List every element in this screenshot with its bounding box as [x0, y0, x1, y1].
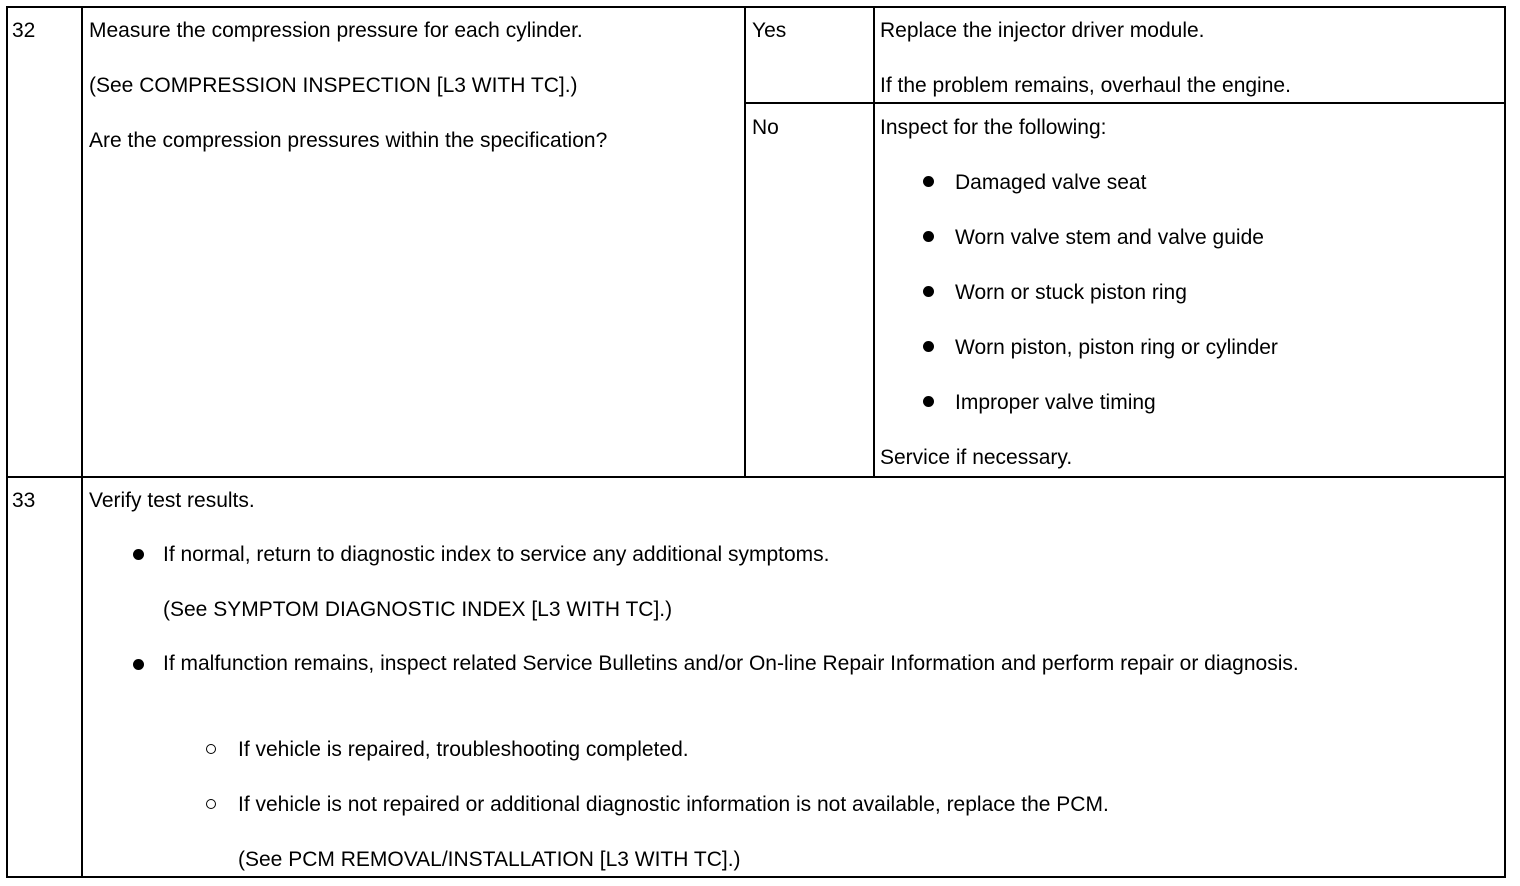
no-action-intro: Inspect for the following:: [880, 116, 1107, 139]
column-divider-number: [81, 7, 83, 877]
bullet-icon: [923, 231, 934, 242]
yes-action-line: Replace the injector driver module.: [880, 19, 1205, 42]
bullet-icon: [923, 396, 934, 407]
inspection-list-item: Improper valve timing: [955, 391, 1156, 414]
action-question: Are the compression pressures within the specification?: [89, 129, 608, 152]
column-divider-action: [744, 7, 746, 477]
sub-bullet-icon: [206, 799, 216, 809]
action-reference: (See COMPRESSION INSPECTION [L3 WITH TC].): [89, 74, 578, 97]
step-number-33: 33: [12, 489, 36, 512]
inspection-list-item: Worn or stuck piston ring: [955, 281, 1187, 304]
inspection-list-item: Worn valve stem and valve guide: [955, 226, 1264, 249]
yes-action-line: If the problem remains, overhaul the engine.: [880, 74, 1291, 97]
symptom-index-reference: (See SYMPTOM DIAGNOSTIC INDEX [L3 WITH TC].): [163, 598, 673, 621]
row-divider-yes-no: [745, 102, 1505, 104]
bullet-icon: [133, 659, 144, 670]
sub-result-not-repaired: If vehicle is not repaired or additional diagnostic information is not available, replace the PCM.: [238, 793, 1109, 816]
result-yes-label: Yes: [752, 19, 787, 42]
sub-result-repaired: If vehicle is repaired, troubleshooting completed.: [238, 738, 689, 761]
bullet-icon: [923, 176, 934, 187]
result-bullet-normal: If normal, return to diagnostic index to service any additional symptoms.: [163, 543, 830, 566]
inspection-list-item: Damaged valve seat: [955, 171, 1147, 194]
result-bullet-malfunction: If malfunction remains, inspect related Service Bulletins and/or On-line Repair Information and perform repair or diagnosis.: [163, 652, 1299, 675]
no-action-outro: Service if necessary.: [880, 446, 1073, 469]
inspection-list-item: Worn piston, piston ring or cylinder: [955, 336, 1278, 359]
row-divider-step: [7, 476, 1506, 478]
action-text-line: Measure the compression pressure for each cylinder.: [89, 19, 583, 42]
pcm-removal-reference: (See PCM REMOVAL/INSTALLATION [L3 WITH TC].): [238, 848, 741, 871]
bullet-icon: [923, 286, 934, 297]
bullet-icon: [133, 549, 144, 560]
column-divider-result: [873, 7, 875, 477]
result-no-label: No: [752, 116, 779, 139]
step-heading: Verify test results.: [89, 489, 255, 512]
step-number-32: 32: [12, 19, 36, 42]
sub-bullet-icon: [206, 744, 216, 754]
bullet-icon: [923, 341, 934, 352]
